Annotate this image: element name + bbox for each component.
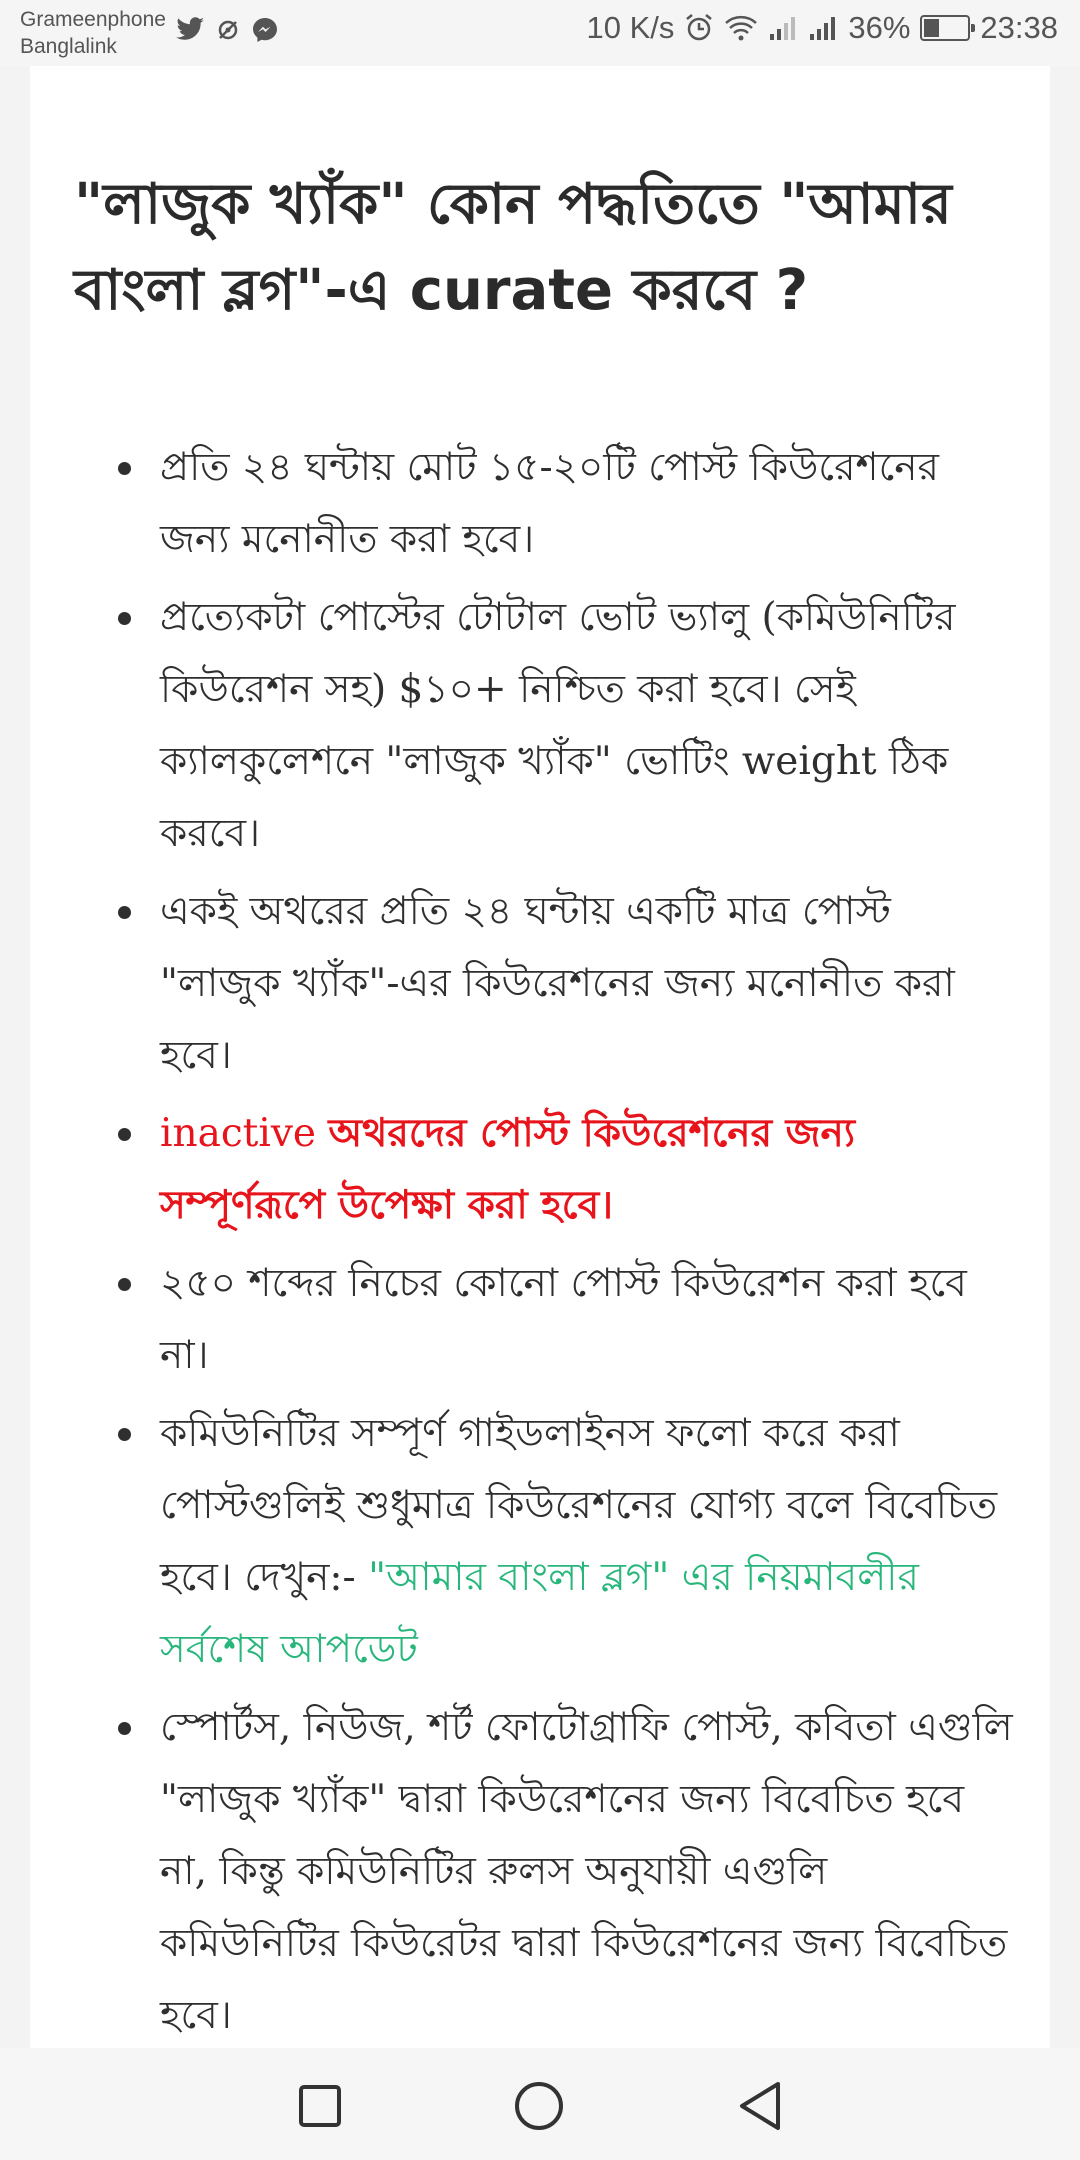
post-title: "লাজুক খ্যাঁক" কোন পদ্ধতিতে "আমার বাংলা ব্লগ"-এ curate করবে ? — [74, 172, 952, 323]
status-bar — [0, 0, 1080, 66]
back-button[interactable] — [730, 2076, 790, 2136]
recents-square-icon — [298, 2084, 342, 2128]
rules-list — [30, 432, 1050, 2048]
net-speed: 10 K/s — [586, 10, 675, 45]
bullet — [118, 1428, 131, 1441]
bullet — [118, 1722, 131, 1735]
wifi-icon — [724, 14, 758, 42]
alarm-icon — [684, 13, 714, 43]
rule-text-bold: অথরদের পোস্ট কিউরেশনের জন্য সম্পূর্ণরূপে উপেক্ষা করা হবে। — [160, 1111, 856, 1228]
carrier-2: Banglalink — [20, 35, 117, 58]
rule-text: প্রতি ২৪ ঘন্টায় মোট ১৫-২০টি পোস্ট কিউরেশনের জন্য মনোনীত করা হবে। — [160, 445, 940, 562]
list-item-highlighted — [30, 1098, 1050, 1242]
signal-1-icon — [768, 14, 798, 42]
carrier-info — [20, 6, 166, 60]
status-right — [586, 10, 1058, 46]
rule-text: স্পোর্টস, নিউজ, শর্ট ফোটোগ্রাফি পোস্ট, কবিতা এগুলি "লাজুক খ্যাঁক" দ্বারা কিউরেশনের জন্য বিবেচিত হবে না, কিন্তু কমিউনিটির রুলস অনুযায়ী এগুলি কমিউনিটির কিউরেটর দ্বারা কিউরেশনের জন্য বিবেচিত হবে। — [160, 1705, 1013, 2038]
clock: 23:38 — [980, 10, 1058, 45]
list-item — [30, 1248, 1050, 1392]
rule-text: একই অথরের প্রতি ২৪ ঘন্টায় একটি মাত্র পোস্ট "লাজুক খ্যাঁক"-এর কিউরেশনের জন্য মনোনীত করা হবে। — [160, 889, 955, 1078]
list-item — [30, 1692, 1050, 2048]
messenger-icon — [251, 16, 279, 48]
battery-percent: 36% — [848, 10, 911, 45]
twitter-icon — [175, 17, 205, 47]
bullet — [118, 1278, 131, 1291]
home-circle-icon — [513, 2080, 565, 2132]
list-item — [30, 582, 1050, 870]
list-item — [30, 876, 1050, 1092]
home-button[interactable] — [509, 2076, 569, 2136]
guidelines-update-link[interactable]: "আমার বাংলা ব্লগ" এর নিয়মাবলীর সর্বশেষ আপডেট — [160, 1555, 919, 1672]
back-triangle-icon — [736, 2080, 784, 2132]
battery-fill — [924, 19, 939, 37]
bullet — [118, 612, 131, 625]
bullet — [118, 906, 131, 919]
bullet — [118, 1128, 131, 1141]
carrier-1: Grameenphone — [20, 8, 166, 31]
rule-text: কমিউনিটির সম্পূর্ণ গাইডলাইনস ফলো করে করা পোস্টগুলিই শুধুমাত্র কিউরেশনের যোগ্য বলে বিবেচিত হবে। দেখুন:- — [160, 1411, 998, 1600]
notification-icons — [175, 16, 279, 48]
signal-2-icon — [808, 14, 838, 42]
rule-text: ২৫০ শব্দের নিচের কোনো পোস্ট কিউরেশন করা হবে না। — [160, 1261, 967, 1378]
post-content — [30, 66, 1050, 2048]
bullet — [118, 462, 131, 475]
list-item — [30, 432, 1050, 576]
rule-text-prefix: inactive — [160, 1111, 329, 1156]
battery-icon — [920, 15, 970, 41]
rule-text: প্রত্যেকটা পোস্টের টোটাল ভোট ভ্যালু (কমিউনিটির কিউরেশন সহ) $১০+ নিশ্চিত করা হবে। সেই ক্যালকুলেশনে "লাজুক খ্যাঁক" ভোটিং weight ঠিক করবে। — [160, 595, 956, 856]
navigation-bar — [0, 2048, 1080, 2160]
sync-icon — [215, 17, 241, 47]
recents-button[interactable] — [290, 2076, 350, 2136]
list-item — [30, 1398, 1050, 1686]
